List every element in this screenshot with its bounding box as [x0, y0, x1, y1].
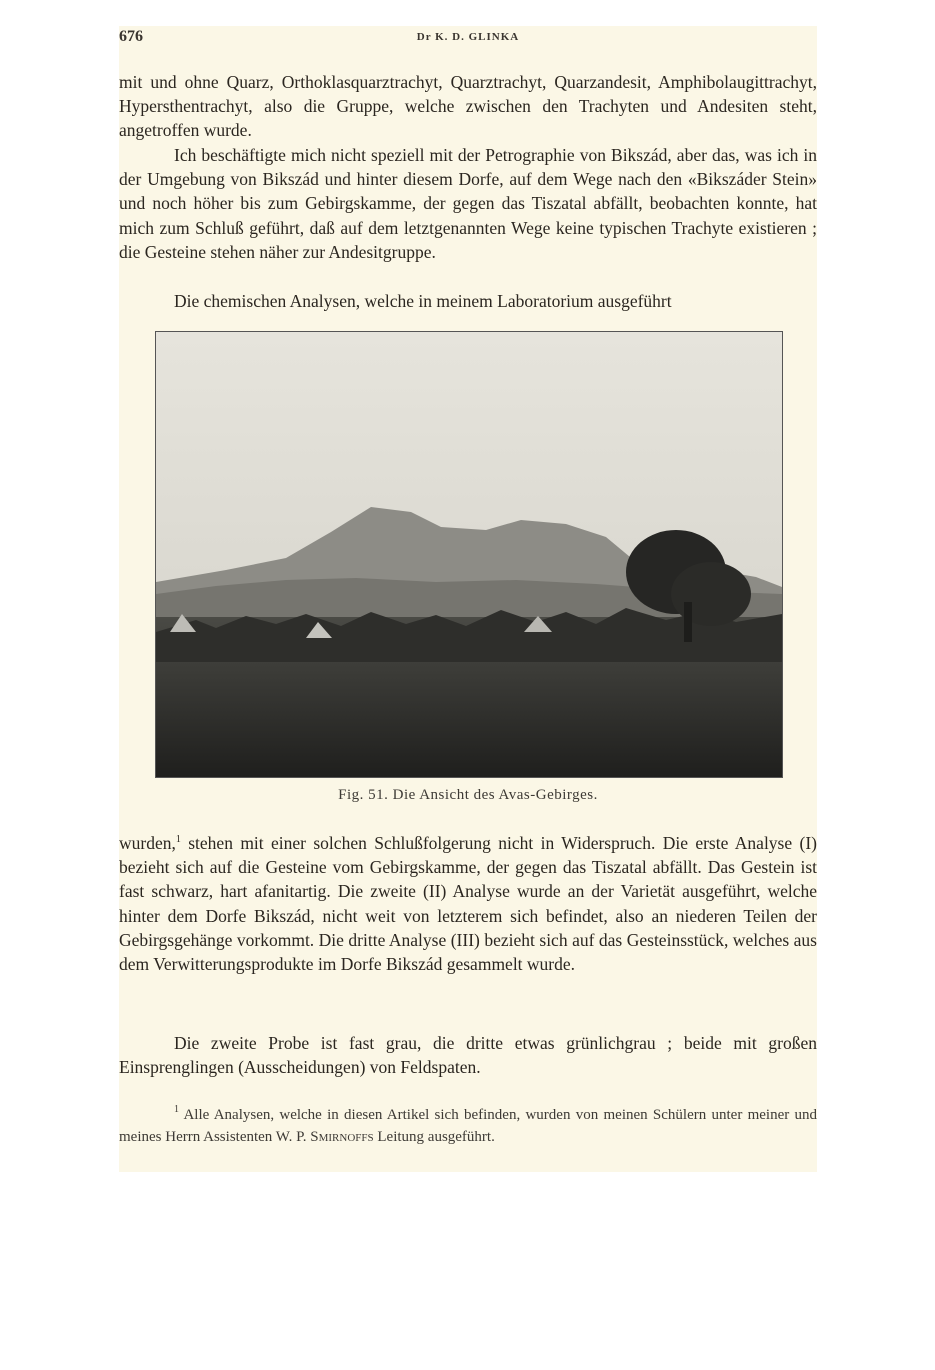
- paragraph-1: mit und ohne Quarz, Orthoklasquarztrachyt, Quarztrachyt, Quarzandesit, Amphibolaugittrachyt, Hypersthentrachyt, also die Gruppe, welche zwischen den Trachyten und Andesiten steht, angetroffen wurde.: [119, 72, 817, 141]
- paragraph-2: Ich beschäftigte mich nicht speziell mit der Petrographie von Bikszád, aber das, was ich in der Umgebung von Bikszád und hinter diesem Dorfe, auf dem Wege nach den «Bikszáder Stein» und noch höher bis zum Gebirgskamme, der gegen das Tiszatal abfällt, beobachten konnte, hat mich zum Schluß geführt, daß auf dem letztgenannten Wege keine typischen Trachyte existieren ; die Gesteine stehen näher zur Andesitgruppe.: [119, 145, 817, 262]
- page-header: [119, 28, 817, 48]
- landscape-photo: [155, 331, 783, 778]
- paragraph-5: Die zweite Probe ist fast grau, die dritte etwas grünlichgrau ; beide mit großen Einsprenglingen (Ausscheidungen) von Feldspaten.: [119, 1033, 817, 1078]
- figure-caption: Fig. 51. Die Ansicht des Avas-Gebirges.: [338, 787, 598, 803]
- page-number: 676: [119, 28, 143, 45]
- footnote-name: Smirnoffs: [310, 1129, 374, 1145]
- running-head: Dr K. D. GLINKA: [416, 31, 520, 43]
- paragraph-4-start: wurden,: [119, 833, 176, 853]
- paragraph-3: Die chemischen Analysen, welche in meinem Laboratorium ausgeführt: [174, 291, 672, 311]
- book-page: [119, 26, 817, 1172]
- footnote-reference: 1: [175, 834, 181, 845]
- footnote-text-end: Leitung ausgeführt.: [373, 1129, 495, 1145]
- paragraph-4: [119, 831, 817, 976]
- footnote: [119, 1104, 817, 1148]
- paragraph-4-rest: stehen mit einer solchen Schlußfolgerung nicht in Widerspruch. Die erste Analyse (I) bezieht sich auf die Gesteine vom Gebirgskamme, der gegen das Tiszatal abfällt. Das Gestein ist fast schwarz, hart afanitartig. Die zweite (II) Analyse wurde an der Varietät ausgeführt, welche hinter dem Dorfe Bikszád, nicht weit von letzterem sich befindet, also an niederen Teilen der Gebirgsgehänge vorkommt. Die dritte Analyse (III) bezieht sich auf das Gesteinsstück, welches aus dem Verwitterungsprodukte im Dorfe Bikszád gesammelt wurde.: [119, 833, 817, 975]
- footnote-marker: 1: [174, 1104, 179, 1115]
- footnote-text-start: Alle Analysen, welche in diesen Artikel sich befinden, wurden von meinen Schülern unter meiner und meines Herrn Assistenten W. P.: [119, 1107, 817, 1145]
